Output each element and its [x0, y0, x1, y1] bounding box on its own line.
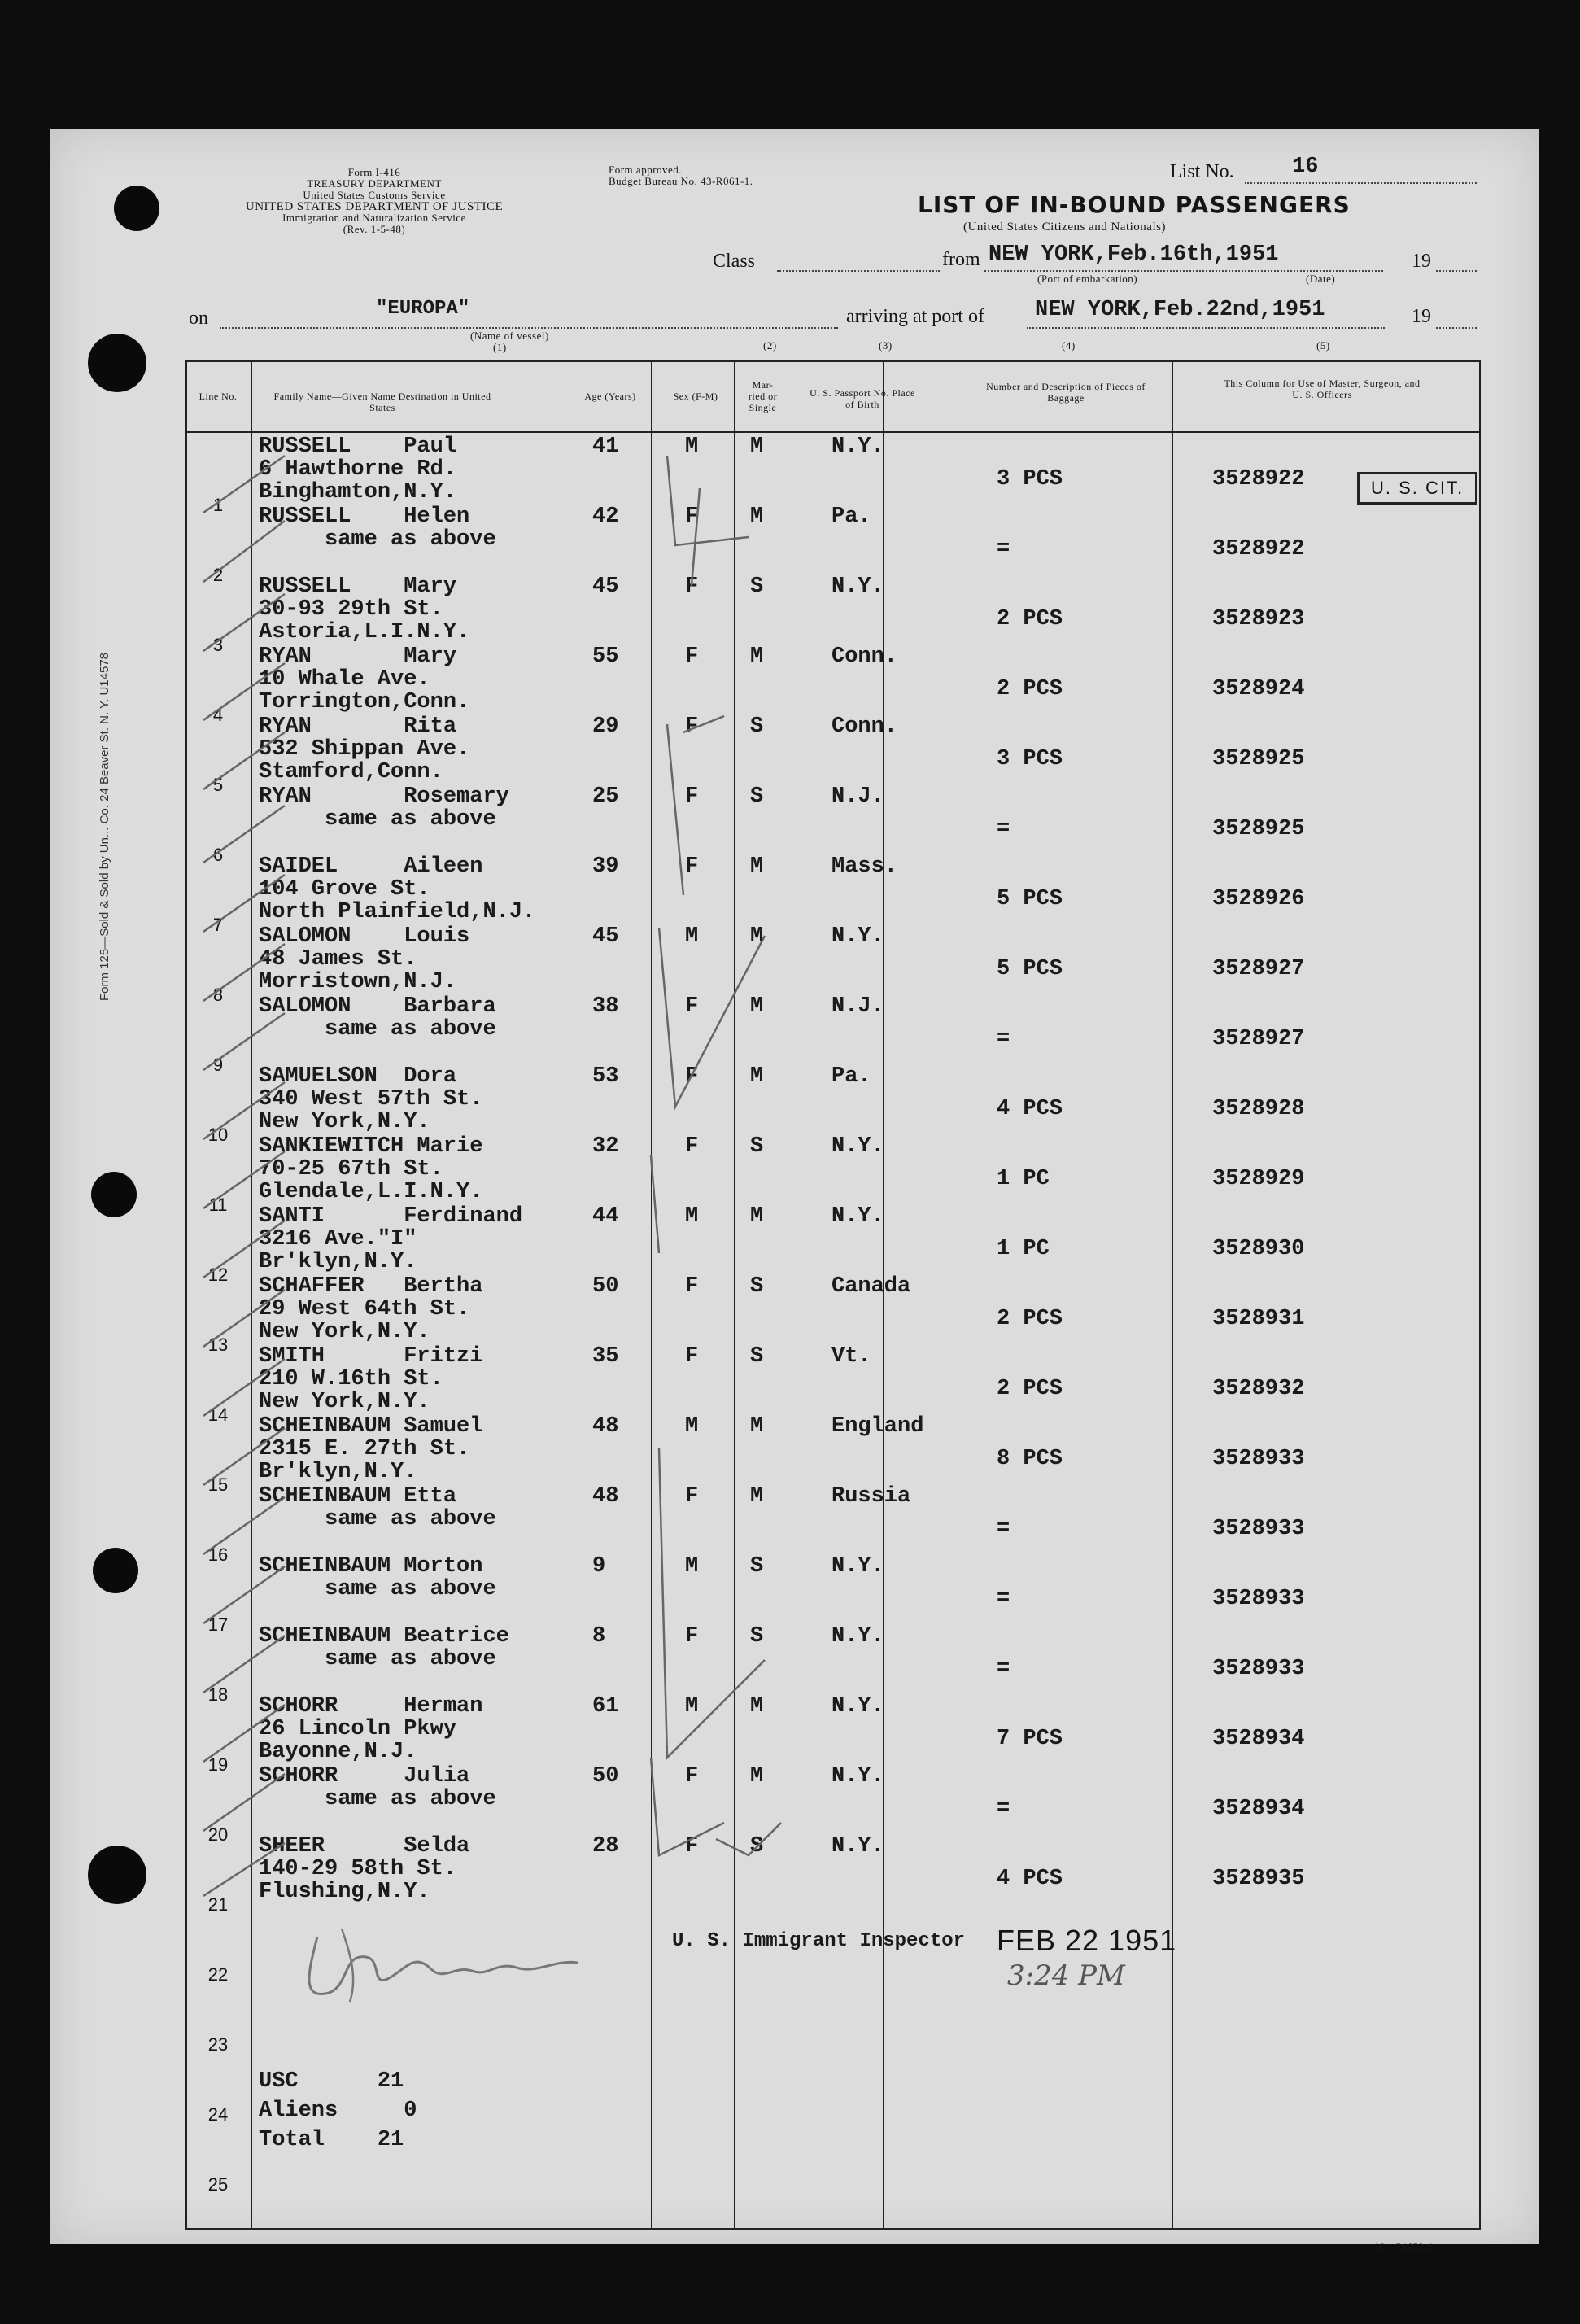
passenger-address: same as above [259, 1647, 496, 1671]
vessel-name: "EUROPA" [376, 298, 470, 320]
baggage-tag-number: 3528925 [1212, 817, 1305, 841]
passenger-address: 104 Grove St. [259, 877, 430, 902]
passenger-age: 50 [592, 1274, 619, 1299]
baggage-pieces: = [997, 1027, 1010, 1051]
list-no-label: List No. [1170, 161, 1234, 182]
passenger-sex: F [685, 854, 699, 879]
marital-status: S [750, 1134, 764, 1159]
baggage-pieces: = [997, 1517, 1010, 1541]
passenger-age: 8 [592, 1624, 606, 1649]
marital-status: M [750, 1204, 764, 1229]
passenger-address: Flushing,N.Y. [259, 1880, 430, 1904]
marital-status: S [750, 1834, 764, 1859]
line-number: 22 [207, 1964, 229, 1985]
line-number: 16 [207, 1544, 229, 1565]
place-of-birth: N.Y. [831, 924, 884, 949]
baggage-pieces: 7 PCS [997, 1727, 1063, 1751]
passenger-age: 35 [592, 1344, 619, 1369]
passenger-name: SCHEINBAUM Samuel [259, 1414, 483, 1439]
place-of-birth: Pa. [831, 1064, 871, 1089]
baggage-pieces: 5 PCS [997, 957, 1063, 981]
passenger-address: Stamford,Conn. [259, 760, 443, 784]
passenger-age: 55 [592, 644, 619, 669]
line-number: 24 [207, 2104, 229, 2125]
passenger-address: 48 James St. [259, 947, 417, 972]
line-number: 19 [207, 1754, 229, 1775]
line-number: 5 [212, 775, 224, 795]
baggage-pieces: = [997, 1657, 1010, 1681]
passenger-address: same as above [259, 1507, 496, 1531]
line-number: 18 [207, 1684, 229, 1705]
passenger-address: North Plainfield,N.J. [259, 900, 536, 924]
arriving-label: arriving at port of [846, 306, 984, 327]
marital-status: M [750, 854, 764, 879]
marital-status: M [750, 1414, 764, 1439]
passenger-sex: M [685, 435, 699, 459]
passenger-sex: F [685, 1064, 699, 1089]
passenger-address: Binghamton,N.Y. [259, 480, 457, 505]
inspection-date-stamp: FEB 22 1951 [997, 1924, 1177, 1957]
marital-status: M [750, 1694, 764, 1719]
header-line-no: Line No. [199, 391, 238, 402]
passenger-name: SCHEINBAUM Etta [259, 1484, 457, 1509]
place-of-birth: Conn. [831, 644, 898, 669]
col-num-5: (5) [1316, 339, 1330, 352]
marital-status: M [750, 1764, 764, 1789]
passenger-age: 45 [592, 574, 619, 599]
baggage-tag-number: 3528934 [1212, 1797, 1305, 1821]
baggage-pieces: = [997, 537, 1010, 561]
line-number: 6 [212, 845, 224, 865]
line-number: 10 [207, 1125, 229, 1145]
total-count: 21 [377, 2128, 404, 2152]
place-of-birth: Vt. [831, 1344, 871, 1369]
pencil-marks [195, 439, 814, 1985]
header-passport: U. S. Passport No. Place of Birth [810, 387, 915, 410]
col-num-2: (2) [763, 339, 777, 352]
passenger-sex: F [685, 505, 699, 529]
passenger-age: 32 [592, 1134, 619, 1159]
place-of-birth: N.Y. [831, 574, 884, 599]
punch-hole [91, 1172, 137, 1217]
header-baggage: Number and Description of Pieces of Baggage [986, 381, 1146, 404]
from-label: from [942, 249, 980, 270]
treasury-dept: TREASURY DEPARTMENT [307, 177, 442, 190]
passenger-age: 28 [592, 1834, 619, 1859]
line-number: 7 [212, 915, 224, 935]
passenger-address: Br'klyn,N.Y. [259, 1250, 417, 1274]
baggage-tag-number: 3528931 [1212, 1307, 1305, 1331]
passenger-sex: F [685, 1134, 699, 1159]
passenger-age: 29 [592, 714, 619, 739]
passenger-sex: F [685, 1624, 699, 1649]
passenger-age: 41 [592, 435, 619, 459]
passenger-name: SMITH Fritzi [259, 1344, 483, 1369]
punch-hole [93, 1548, 138, 1593]
passenger-address: 70-25 67th St. [259, 1157, 443, 1182]
passenger-age: 50 [592, 1764, 619, 1789]
passenger-age: 39 [592, 854, 619, 879]
baggage-tag-number: 3528925 [1212, 747, 1305, 771]
baggage-tag-number: 3528930 [1212, 1237, 1305, 1261]
approval: Form approved. Budget Bureau No. 43-R061-1. [609, 164, 753, 187]
baggage-tag-number: 3528935 [1212, 1867, 1305, 1891]
place-of-birth: N.Y. [831, 1134, 884, 1159]
header-age: Age (Years) [584, 391, 636, 402]
passenger-address: Glendale,L.I.N.Y. [259, 1180, 483, 1204]
class-label: Class [713, 251, 756, 272]
form-title: LIST OF IN-BOUND PASSENGERS [918, 191, 1351, 218]
passenger-address: same as above [259, 527, 496, 552]
line-number: 8 [212, 985, 224, 1005]
baggage-pieces: 4 PCS [997, 1867, 1063, 1891]
place-of-birth: N.Y. [831, 1764, 884, 1789]
passenger-age: 53 [592, 1064, 619, 1089]
inspector-label: U. S. Immigrant Inspector [672, 1930, 966, 1952]
place-of-birth: Russia [831, 1484, 911, 1509]
marital-status: S [750, 1624, 764, 1649]
total-label: Total [259, 2128, 325, 2152]
port-caption: (Port of embarkation) [1037, 273, 1138, 285]
punch-hole [114, 186, 159, 231]
col-num-4: (4) [1062, 339, 1076, 352]
baggage-tag-number: 3528929 [1212, 1167, 1305, 1191]
col-num-3: (3) [879, 339, 893, 352]
passenger-address: 30-93 29th St. [259, 597, 443, 622]
marital-status: S [750, 784, 764, 809]
baggage-tag-number: 3528922 [1212, 537, 1305, 561]
form-number: Form I-416 [347, 166, 401, 178]
passenger-address: 29 West 64th St. [259, 1297, 470, 1321]
passenger-name: RUSSELL Mary [259, 574, 457, 599]
marital-status: M [750, 644, 764, 669]
line-number: 12 [207, 1265, 229, 1285]
passenger-sex: F [685, 574, 699, 599]
baggage-pieces: = [997, 817, 1010, 841]
baggage-pieces: 8 PCS [997, 1447, 1063, 1471]
passenger-age: 48 [592, 1414, 619, 1439]
marital-status: M [750, 435, 764, 459]
passenger-name: SALOMON Barbara [259, 994, 496, 1019]
passenger-address: same as above [259, 1017, 496, 1042]
passenger-name: SAMUELSON Dora [259, 1064, 457, 1089]
header-left [187, 167, 561, 235]
passenger-name: RUSSELL Helen [259, 505, 470, 529]
baggage-pieces: 1 PC [997, 1237, 1050, 1261]
passenger-age: 48 [592, 1484, 619, 1509]
punch-hole [88, 334, 146, 392]
passenger-age: 42 [592, 505, 619, 529]
baggage-tag-number: 3528923 [1212, 607, 1305, 631]
place-of-birth: N.Y. [831, 1554, 884, 1579]
marital-status: S [750, 714, 764, 739]
place-of-birth: N.J. [831, 784, 884, 809]
baggage-tag-number: 3528928 [1212, 1097, 1305, 1121]
passenger-name: SANKIEWITCH Marie [259, 1134, 483, 1159]
aliens-count: 0 [404, 2099, 417, 2123]
passenger-sex: M [685, 1554, 699, 1579]
passenger-sex: M [685, 1694, 699, 1719]
baggage-pieces: 3 PCS [997, 467, 1063, 491]
aliens-label: Aliens [259, 2099, 338, 2123]
passenger-address: 2315 E. 27th St. [259, 1437, 470, 1461]
passenger-address: Br'klyn,N.Y. [259, 1460, 417, 1484]
place-of-birth: N.Y. [831, 1204, 884, 1229]
baggage-tag-number: 3528927 [1212, 957, 1305, 981]
arriving-value: NEW YORK,Feb.22nd,1951 [1035, 298, 1325, 322]
passenger-age: 38 [592, 994, 619, 1019]
passenger-name: SCHAFFER Bertha [259, 1274, 483, 1299]
line-number: 25 [207, 2174, 229, 2195]
baggage-pieces: 2 PCS [997, 607, 1063, 631]
passenger-name: SCHORR Herman [259, 1694, 483, 1719]
totals-block [259, 2067, 417, 2155]
baggage-tag-number: 3528927 [1212, 1027, 1305, 1051]
passenger-sex: M [685, 924, 699, 949]
baggage-tag-number: 3528924 [1212, 677, 1305, 701]
line-number: 14 [207, 1404, 229, 1425]
passenger-sex: F [685, 784, 699, 809]
baggage-tag-number: 3528926 [1212, 887, 1305, 911]
place-of-birth: N.Y. [831, 1694, 884, 1719]
passenger-name: RUSSELL Paul [259, 435, 457, 459]
baggage-pieces: 3 PCS [997, 747, 1063, 771]
marital-status: S [750, 574, 764, 599]
baggage-pieces: 1 PC [997, 1167, 1050, 1191]
passenger-address: same as above [259, 1787, 496, 1811]
line-number: 2 [212, 565, 224, 585]
passenger-name: SALOMON Louis [259, 924, 470, 949]
list-no-value: 16 [1292, 155, 1319, 179]
passenger-age: 25 [592, 784, 619, 809]
us-cit-stamp: U. S. CIT. [1357, 472, 1477, 505]
line-number: 17 [207, 1614, 229, 1635]
baggage-tag-number: 3528933 [1212, 1447, 1305, 1471]
header-sex: Sex (F-M) [673, 391, 718, 402]
passenger-age: 44 [592, 1204, 619, 1229]
inspection-time: 3:24 PM [1007, 1959, 1125, 1992]
passenger-age: 45 [592, 924, 619, 949]
line-number: 9 [212, 1055, 224, 1075]
passenger-sex: F [685, 1834, 699, 1859]
line-number: 13 [207, 1335, 229, 1355]
line-number: 11 [208, 1195, 228, 1215]
marital-status: M [750, 994, 764, 1019]
passenger-address: same as above [259, 1577, 496, 1601]
place-of-birth: N.Y. [831, 1624, 884, 1649]
baggage-pieces: 5 PCS [997, 887, 1063, 911]
year-suffix: 19 [1412, 251, 1431, 272]
place-of-birth: Pa. [831, 505, 871, 529]
passenger-address: New York,N.Y. [259, 1320, 430, 1344]
footer-code: 16—54652-1 [1373, 2241, 1434, 2253]
passenger-address: New York,N.Y. [259, 1110, 430, 1134]
ins-service: Immigration and Naturalization Service [282, 212, 466, 224]
line-number: 1 [212, 495, 224, 515]
line-number: 3 [212, 635, 224, 655]
year-suffix-2: 19 [1412, 306, 1431, 327]
passenger-age: 9 [592, 1554, 606, 1579]
marital-status: M [750, 1064, 764, 1089]
line-number: 23 [207, 2034, 229, 2055]
passenger-sex: M [685, 1414, 699, 1439]
passenger-address: 140-29 58th St. [259, 1857, 457, 1881]
passenger-address: Astoria,L.I.N.Y. [259, 620, 470, 644]
marital-status: M [750, 924, 764, 949]
baggage-tag-number: 3528933 [1212, 1517, 1305, 1541]
baggage-tag-number: 3528933 [1212, 1587, 1305, 1611]
place-of-birth: Mass. [831, 854, 898, 879]
baggage-tag-number: 3528933 [1212, 1657, 1305, 1681]
justice-dept: UNITED STATES DEPARTMENT OF JUSTICE [245, 200, 504, 213]
customs-service: United States Customs Service [303, 189, 446, 201]
passenger-address: Bayonne,N.J. [259, 1740, 417, 1764]
baggage-pieces: 2 PCS [997, 1377, 1063, 1401]
baggage-tag-number: 3528932 [1212, 1377, 1305, 1401]
place-of-birth: N.Y. [831, 1834, 884, 1859]
passenger-address: New York,N.Y. [259, 1390, 430, 1414]
passenger-address: 210 W.16th St. [259, 1367, 443, 1391]
passenger-address: 26 Lincoln Pkwy [259, 1717, 457, 1741]
revision: (Rev. 1-5-48) [343, 223, 406, 235]
punch-hole [88, 1846, 146, 1904]
baggage-tag-number: 3528934 [1212, 1727, 1305, 1751]
passenger-sex: F [685, 994, 699, 1019]
baggage-pieces: = [997, 1587, 1010, 1611]
vessel-caption-no: (1) [493, 341, 507, 353]
usc-count: 21 [377, 2069, 404, 2094]
marital-status: S [750, 1344, 764, 1369]
on-label: on [189, 308, 208, 329]
passenger-address: Morristown,N.J. [259, 970, 457, 994]
passenger-address: 10 Whale Ave. [259, 667, 430, 692]
passenger-name: SCHEINBAUM Beatrice [259, 1624, 509, 1649]
marital-status: S [750, 1554, 764, 1579]
line-number: 15 [207, 1474, 229, 1495]
date-caption: (Date) [1306, 273, 1336, 285]
passenger-name: SCHEINBAUM Morton [259, 1554, 483, 1579]
usc-label: USC [259, 2069, 299, 2094]
line-number: 4 [212, 705, 224, 725]
passenger-name: RYAN Mary [259, 644, 457, 669]
place-of-birth: England [831, 1414, 924, 1439]
header-officers: This Column for Use of Master, Surgeon, and U. S. Officers [1224, 378, 1421, 400]
header-married: Mar-ried or Single [748, 379, 778, 413]
vessel-caption: (Name of vessel) [470, 330, 549, 342]
passenger-sex: F [685, 644, 699, 669]
marital-status: S [750, 1274, 764, 1299]
passenger-sex: F [685, 1764, 699, 1789]
marital-status: M [750, 1484, 764, 1509]
passenger-address: 340 West 57th St. [259, 1087, 483, 1112]
baggage-pieces: = [997, 1797, 1010, 1821]
passenger-address: Torrington,Conn. [259, 690, 470, 714]
line-number: 20 [207, 1824, 229, 1845]
passenger-name: SCHORR Julia [259, 1764, 470, 1789]
place-of-birth: Conn. [831, 714, 898, 739]
passenger-address: 3216 Ave."I" [259, 1227, 417, 1252]
from-value: NEW YORK,Feb.16th,1951 [989, 242, 1279, 267]
passenger-name: RYAN Rita [259, 714, 457, 739]
passenger-sex: M [685, 1204, 699, 1229]
baggage-tag-number: 3528922 [1212, 467, 1305, 491]
passenger-sex: F [685, 1484, 699, 1509]
header-family: Family Name—Given Name Destination in United States [273, 391, 491, 413]
passenger-name: SHEER Selda [259, 1834, 470, 1859]
passenger-name: SAIDEL Aileen [259, 854, 483, 879]
passenger-address: same as above [259, 807, 496, 832]
baggage-pieces: 4 PCS [997, 1097, 1063, 1121]
form-subtitle: (United States Citizens and Nationals) [963, 221, 1166, 234]
passenger-address: 532 Shippan Ave. [259, 737, 470, 762]
place-of-birth: N.Y. [831, 435, 884, 459]
place-of-birth: Canada [831, 1274, 911, 1299]
line-number: 21 [207, 1894, 229, 1915]
marital-status: M [750, 505, 764, 529]
baggage-pieces: 2 PCS [997, 1307, 1063, 1331]
passenger-address: 6 Hawthorne Rd. [259, 457, 457, 482]
place-of-birth: N.J. [831, 994, 884, 1019]
passenger-sex: F [685, 714, 699, 739]
passenger-sex: F [685, 1344, 699, 1369]
baggage-pieces: 2 PCS [997, 677, 1063, 701]
passenger-name: RYAN Rosemary [259, 784, 509, 809]
passenger-name: SANTI Ferdinand [259, 1204, 523, 1229]
passenger-age: 61 [592, 1694, 619, 1719]
passenger-sex: F [685, 1274, 699, 1299]
side-imprint: Form 125—Sold & Sold by Un... Co. 24 Beaver St. N. Y. U14578 [98, 652, 111, 1001]
